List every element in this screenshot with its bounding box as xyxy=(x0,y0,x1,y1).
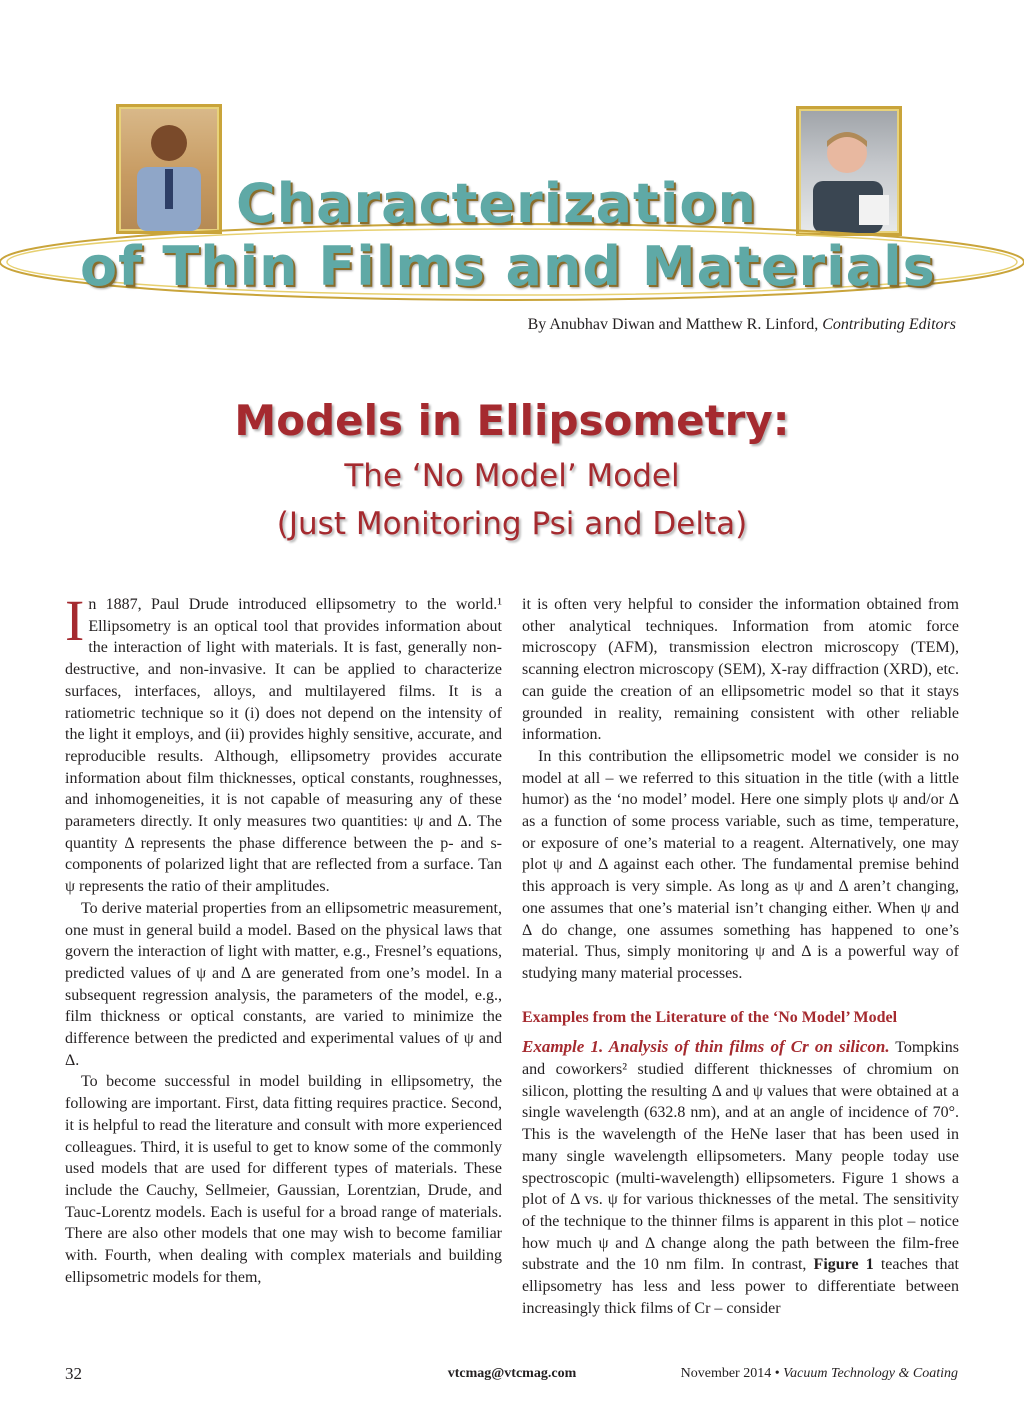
article-subtitle-1: The ‘No Model’ Model xyxy=(344,458,680,494)
paragraph: it is often very helpful to consider the information obtained from other analytical techniques. Information from atomic force microscopy (AFM), transmission electron microscopy (TEM), scanning electron microscopy (SEM), X-ray diffraction (XRD), etc. can guide the creation of an ellipsometric model so that it stays grounded in reality, remaining consistent with other reliable information. xyxy=(522,596,959,744)
paragraph-intro-text: n 1887, Paul Drude introduced ellipsometry to the world.¹ Ellipsometry is an optical tool that provides information about the interaction of light with materials. It is fast, generally non-destructive, and non-invasive. It can be applied to characterize surfaces, interfaces, alloys, and multilayered films. It is a ratiometric technique so it (i) does not depend on the intensity of the light it employs, and (ii) provides highly sensitive, accurate, and reproducible results. Although, ellipsometry provides accurate information about film thicknesses, optical constants, roughnesses, and inhomogeneities, it is not capable of measuring any of these parameters directly. It only measures two quantities: ψ and Δ. The quantity Δ represents the phase difference between the p- and s-components of polarized light that are reflected from a surface. Tan ψ represents the ratio of their amplitudes. xyxy=(65,596,502,896)
footer-issue xyxy=(681,1366,958,1382)
right-column xyxy=(522,594,959,1320)
footer-email: vtcmag@vtcmag.com xyxy=(447,1366,577,1381)
paragraph: In this contribution the ellipsometric model we consider is no model at all – we referred to this situation in the title (with a little humor) as the ‘no model’ model. Here one simply plots ψ and/or Δ as a function of some process variable, such as time, temperature, or exposure of one’s material to a reagent. Alternatively, one may plot ψ and Δ against each other. The fundamental premise behind this approach is very simple. As long as ψ and Δ aren’t changing, one assumes that one’s material isn’t changing either. When ψ and Δ do change, one assumes something has happened to one’s material. Thus, simply monitoring ψ and Δ is a powerful way of studying many material processes. xyxy=(522,747,959,982)
paragraph-intro xyxy=(65,588,502,898)
page-number: 32 xyxy=(65,1364,82,1383)
footer-date: November 2014 • xyxy=(680,1366,784,1381)
byline-authors: By Anubhav Diwan and Matthew R. Linford, xyxy=(527,316,823,333)
paragraph: To become successful in model building in ellipsometry, the following are important. First, data fitting requires practice. Second, it is helpful to read the literature and consult with more experienced colleagues. Third, it is useful to get to know some of the commonly used models that are used for different types of materials. These include the Cauchy, Sellmeier, Gaussian, Lorentzian, Drude, and Tauc-Lorentz models. Each is useful for a broad range of materials. There are also other models that one may wish to become familiar with. Fourth, when dealing with complex materials and building ellipsometric models for them, xyxy=(65,1073,502,1286)
section-heading: Examples from the Literature of the ‘No Model’ Model xyxy=(522,1008,898,1026)
banner-title-line1: Characterization xyxy=(236,172,757,235)
example-heading: Example 1. Analysis of thin films of Cr on silicon. xyxy=(522,1037,890,1057)
byline xyxy=(528,316,956,334)
article-title: Models in Ellipsometry: xyxy=(234,396,790,445)
footer-magazine: Vacuum Technology & Coating xyxy=(783,1366,958,1381)
example-text-cont: teaches that ellipsometry has less and less power to differentiate between increasingly thick films of Cr – consider xyxy=(522,1256,960,1317)
banner-title-line2: of Thin Films and Materials xyxy=(80,235,936,298)
paragraph: To derive material properties from an ellipsometric measurement, one must in general build a model. Based on the physical laws that govern the interaction of light with matter, e.g., Fresnel’s equations, predicted values of ψ and Δ are generated from one’s model. In a subsequent regression analysis, the parameters of the model, e.g., film thickness or optical constants, are varied to minimize the difference between the predicted and experimental values of ψ and Δ. xyxy=(65,899,502,1069)
example-text: Tompkins and coworkers² studied different thicknesses of chromium on silicon, plotting the resulting Δ and ψ values that were obtained at a single wavelength (632.8 nm), and at an angle of incidence of 70°. This is the wavelength of the HeNe laser that has been used in many single wavelength ellipsometers. Many people today use spectroscopic (multi-wavelength) ellipsometers. Figure 1 shows a plot of Δ vs. ψ for various thicknesses of the metal. The sensitivity of the technique to the thinner films is apparent in this plot – notice how much ψ and Δ change along the path between the film-free substrate and the 10 nm film. In contrast, xyxy=(522,1039,959,1274)
byline-role: Contributing Editors xyxy=(822,316,956,333)
drop-cap: I xyxy=(65,588,85,653)
figure-reference: Figure 1 xyxy=(813,1256,874,1274)
example-paragraph xyxy=(522,1036,959,1319)
article-subtitle-2: (Just Monitoring Psi and Delta) xyxy=(276,506,748,542)
left-column xyxy=(65,588,502,1289)
